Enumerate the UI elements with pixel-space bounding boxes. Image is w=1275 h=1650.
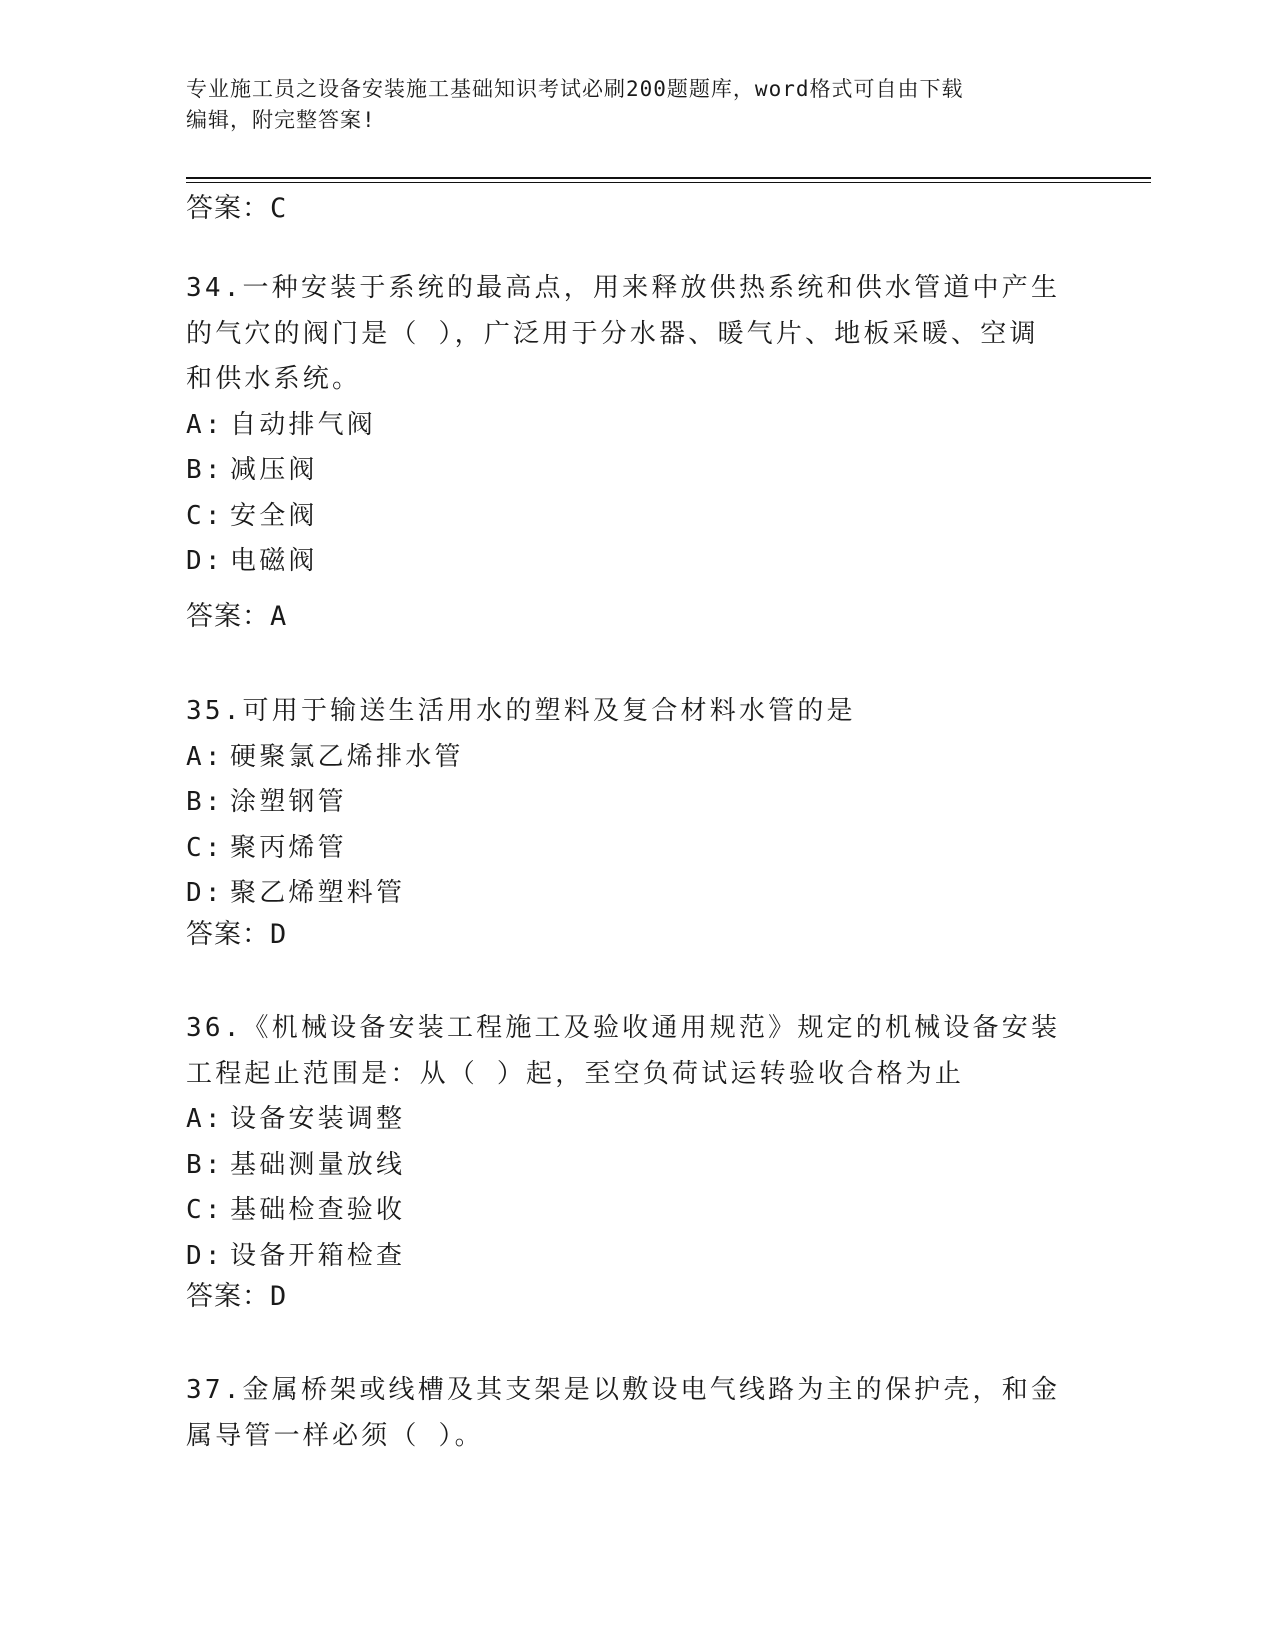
answer-value: D [270, 919, 288, 950]
question-37 [186, 1368, 1066, 1459]
option-letter: B: [186, 1149, 224, 1180]
header-divider [186, 177, 1151, 183]
answer-value: C [270, 193, 288, 224]
question-35 [186, 689, 1066, 917]
option-a [186, 403, 1066, 449]
option-letter: C: [186, 500, 224, 531]
option-text: 安全阀 [230, 500, 318, 531]
option-text: 基础测量放线 [230, 1149, 406, 1180]
option-letter: D: [186, 878, 224, 908]
option-a [186, 735, 1066, 781]
option-letter: D: [186, 546, 224, 576]
option-b [186, 448, 1066, 494]
option-text: 聚丙烯管 [230, 832, 347, 863]
answer-35 [186, 917, 287, 953]
option-text: 设备开箱检查 [230, 1240, 406, 1271]
option-b [186, 780, 1066, 826]
answer-label: 答案： [186, 919, 270, 950]
option-d [186, 1234, 1066, 1280]
option-c [186, 494, 1066, 540]
option-letter: A: [186, 409, 224, 440]
document-header [186, 74, 1076, 136]
option-letter: A: [186, 1104, 224, 1134]
option-c [186, 1188, 1066, 1234]
option-letter: B: [186, 787, 224, 817]
answer-label: 答案： [186, 1281, 270, 1312]
option-text: 自动排气阀 [230, 409, 377, 440]
question-stem: 35.可用于输送生活用水的塑料及复合材料水管的是 [186, 696, 856, 726]
option-text: 减压阀 [230, 455, 318, 485]
answer-34 [186, 599, 287, 635]
header-line-2: 编辑，附完整答案! [186, 108, 376, 132]
option-letter: D: [186, 1240, 224, 1271]
header-line-1: 专业施工员之设备安装施工基础知识考试必刷200题题库，word格式可自由下载 [186, 77, 964, 101]
option-d [186, 539, 1066, 585]
answer-36 [186, 1279, 287, 1315]
option-a [186, 1097, 1066, 1143]
answer-label: 答案： [186, 193, 270, 224]
option-letter: C: [186, 832, 224, 863]
option-text: 设备安装调整 [230, 1104, 406, 1134]
question-stem: 34.一种安装于系统的最高点，用来释放供热系统和供水管道中产生的气穴的阀门是（ ），广泛用于分水器、暖气片、地板采暖、空调和供水系统。 [186, 273, 1061, 394]
option-text: 硬聚氯乙烯排水管 [230, 741, 464, 772]
answer-33 [186, 191, 287, 227]
answer-label: 答案： [186, 601, 270, 632]
option-letter: C: [186, 1195, 224, 1225]
question-stem: 37.金属桥架或线槽及其支架是以敷设电气线路为主的保护壳，和金属导管一样必须（ ）。 [186, 1375, 1061, 1451]
option-b [186, 1143, 1066, 1189]
option-d [186, 871, 1066, 917]
answer-value: A [270, 601, 288, 632]
question-34 [186, 266, 1066, 585]
option-text: 聚乙烯塑料管 [230, 878, 406, 908]
question-stem: 36.《机械设备安装工程施工及验收通用规范》规定的机械设备安装工程起止范围是：从（ ）起，至空负荷试运转验收合格为止 [186, 1013, 1061, 1089]
option-text: 涂塑钢管 [230, 787, 347, 817]
option-letter: B: [186, 455, 224, 485]
option-c [186, 826, 1066, 872]
option-letter: A: [186, 741, 224, 772]
answer-value: D [270, 1281, 288, 1312]
question-36 [186, 1006, 1066, 1279]
option-text: 电磁阀 [230, 546, 318, 576]
option-text: 基础检查验收 [230, 1195, 406, 1225]
